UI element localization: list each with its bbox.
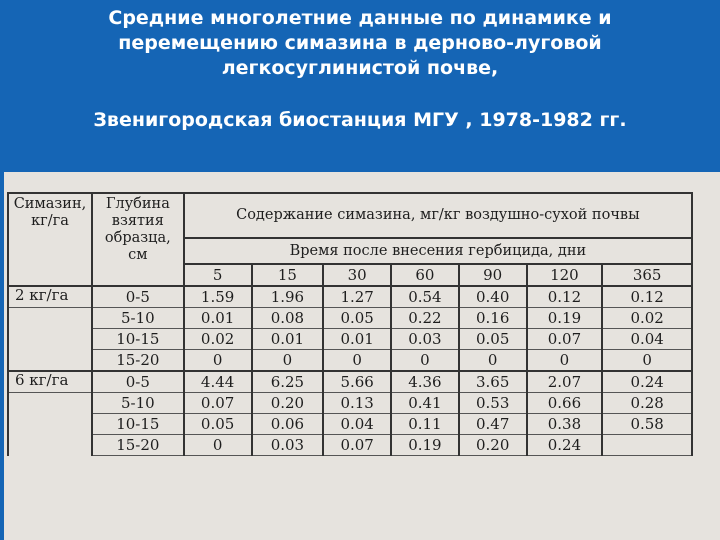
day-header: 15 bbox=[252, 264, 324, 286]
value-cell: 1.59 bbox=[184, 286, 252, 308]
table-row bbox=[8, 414, 692, 435]
table-row bbox=[8, 286, 692, 308]
table-row bbox=[8, 435, 692, 456]
rate-cell: 6 кг/га bbox=[8, 371, 92, 393]
value-cell: 0.08 bbox=[252, 308, 324, 329]
day-header: 30 bbox=[323, 264, 391, 286]
rate-cell-empty bbox=[8, 435, 92, 456]
value-cell: 0.12 bbox=[527, 286, 603, 308]
header-rate: Симазин, кг/га bbox=[8, 193, 92, 286]
value-cell: 0.12 bbox=[602, 286, 692, 308]
simazine-table bbox=[7, 192, 693, 456]
day-header: 90 bbox=[459, 264, 527, 286]
value-cell: 0.54 bbox=[391, 286, 459, 308]
value-cell: 4.44 bbox=[184, 371, 252, 393]
day-header: 120 bbox=[527, 264, 603, 286]
header-content: Содержание симазина, мг/кг воздушно-сухой почвы bbox=[184, 193, 692, 238]
value-cell: 0.04 bbox=[602, 329, 692, 350]
value-cell: 6.25 bbox=[252, 371, 324, 393]
value-cell: 0.07 bbox=[527, 329, 603, 350]
depth-cell: 0-5 bbox=[92, 371, 184, 393]
value-cell: 0.41 bbox=[391, 393, 459, 414]
value-cell: 0.24 bbox=[602, 371, 692, 393]
value-cell: 0 bbox=[391, 350, 459, 372]
table-row bbox=[8, 350, 692, 372]
table-row bbox=[8, 329, 692, 350]
value-cell: 0.06 bbox=[252, 414, 324, 435]
value-cell: 0.01 bbox=[184, 308, 252, 329]
value-cell: 0.40 bbox=[459, 286, 527, 308]
value-cell: 0.24 bbox=[527, 435, 603, 456]
rate-cell-empty bbox=[8, 350, 92, 372]
value-cell: 1.96 bbox=[252, 286, 324, 308]
table-row bbox=[8, 371, 692, 393]
value-cell: 0 bbox=[184, 435, 252, 456]
title-line-3: легкосуглинистой почве, bbox=[221, 57, 499, 79]
value-cell: 0.20 bbox=[252, 393, 324, 414]
value-cell: 0 bbox=[184, 350, 252, 372]
depth-cell: 5-10 bbox=[92, 393, 184, 414]
value-cell: 0.22 bbox=[391, 308, 459, 329]
value-cell bbox=[602, 435, 692, 456]
day-header: 365 bbox=[602, 264, 692, 286]
value-cell: 0.38 bbox=[527, 414, 603, 435]
scanned-table-image bbox=[4, 172, 720, 540]
rate-cell-empty bbox=[8, 308, 92, 329]
depth-cell: 5-10 bbox=[92, 308, 184, 329]
value-cell: 0 bbox=[527, 350, 603, 372]
value-cell: 0.28 bbox=[602, 393, 692, 414]
depth-cell: 10-15 bbox=[92, 414, 184, 435]
depth-cell: 15-20 bbox=[92, 350, 184, 372]
value-cell: 3.65 bbox=[459, 371, 527, 393]
depth-cell: 15-20 bbox=[92, 435, 184, 456]
title-line-2: перемещению симазина в дерново-луговой bbox=[118, 32, 602, 54]
header-depth: Глубина взятия образца, см bbox=[92, 193, 184, 286]
slide-subtitle: Звенигородская биостанция МГУ , 1978-1982 гг. bbox=[93, 109, 627, 131]
value-cell: 0 bbox=[459, 350, 527, 372]
value-cell: 0.19 bbox=[527, 308, 603, 329]
value-cell: 5.66 bbox=[323, 371, 391, 393]
value-cell: 0.02 bbox=[602, 308, 692, 329]
rate-cell-empty bbox=[8, 329, 92, 350]
value-cell: 0.58 bbox=[602, 414, 692, 435]
value-cell: 0.05 bbox=[323, 308, 391, 329]
rate-cell-empty bbox=[8, 393, 92, 414]
value-cell: 0.19 bbox=[391, 435, 459, 456]
value-cell: 0.13 bbox=[323, 393, 391, 414]
rate-cell-empty bbox=[8, 414, 92, 435]
day-header: 5 bbox=[184, 264, 252, 286]
value-cell: 0.66 bbox=[527, 393, 603, 414]
value-cell: 0.01 bbox=[323, 329, 391, 350]
value-cell: 0.05 bbox=[184, 414, 252, 435]
table-row bbox=[8, 308, 692, 329]
value-cell: 0 bbox=[323, 350, 391, 372]
value-cell: 0.04 bbox=[323, 414, 391, 435]
header-time: Время после внесения гербицида, дни bbox=[184, 238, 692, 264]
value-cell: 0.07 bbox=[184, 393, 252, 414]
depth-cell: 0-5 bbox=[92, 286, 184, 308]
value-cell: 0.16 bbox=[459, 308, 527, 329]
slide-title bbox=[0, 6, 720, 81]
title-line-1: Средние многолетние данные по динамике и bbox=[108, 7, 612, 29]
value-cell: 1.27 bbox=[323, 286, 391, 308]
value-cell: 0.05 bbox=[459, 329, 527, 350]
value-cell: 0 bbox=[602, 350, 692, 372]
value-cell: 0.47 bbox=[459, 414, 527, 435]
rate-cell: 2 кг/га bbox=[8, 286, 92, 308]
value-cell: 0 bbox=[252, 350, 324, 372]
day-header: 60 bbox=[391, 264, 459, 286]
value-cell: 0.07 bbox=[323, 435, 391, 456]
value-cell: 4.36 bbox=[391, 371, 459, 393]
value-cell: 0.03 bbox=[391, 329, 459, 350]
value-cell: 0.01 bbox=[252, 329, 324, 350]
value-cell: 2.07 bbox=[527, 371, 603, 393]
value-cell: 0.03 bbox=[252, 435, 324, 456]
table-row bbox=[8, 393, 692, 414]
depth-cell: 10-15 bbox=[92, 329, 184, 350]
value-cell: 0.11 bbox=[391, 414, 459, 435]
value-cell: 0.02 bbox=[184, 329, 252, 350]
value-cell: 0.53 bbox=[459, 393, 527, 414]
value-cell: 0.20 bbox=[459, 435, 527, 456]
